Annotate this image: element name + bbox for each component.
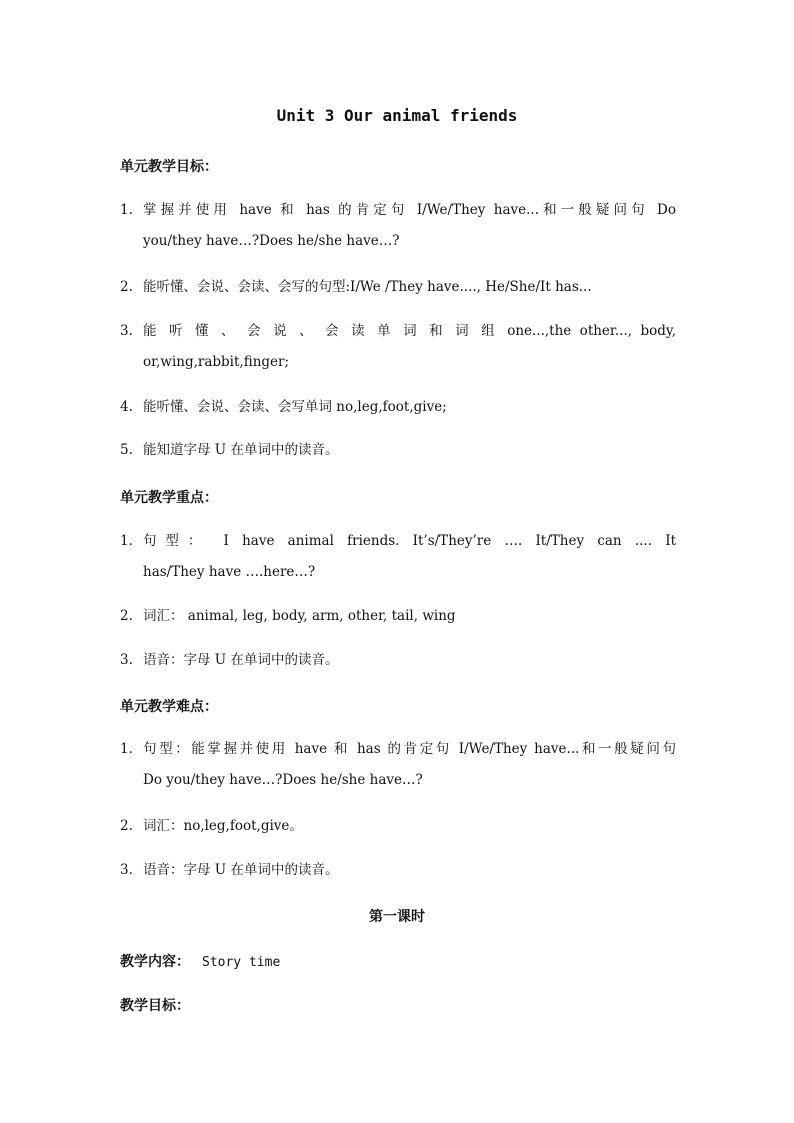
goal-item-3 [120,316,676,378]
goals-heading: 单元教学目标： [120,159,218,175]
document-title: Unit 3 Our animal friends [276,106,518,125]
teaching-objectives-label: 教学目标： [120,998,190,1014]
difficulty-item-3 [120,855,676,886]
goal-item-4-line-1: 能听懂、会说、会读、会写单词 no,leg,foot,give; [143,399,447,415]
goal-item-1-number: 1. [120,202,133,218]
goal-item-2-number: 2. [120,279,133,295]
teaching-content-value: Story time [202,955,281,970]
difficulty-item-3-number: 3. [120,862,133,878]
goal-item-1-line-1: 掌握并使用 have 和 has 的肯定句 I/We/They have...和一般疑问句 Do [143,202,676,218]
teaching-content-line [120,951,280,971]
goal-item-3-line-2: or,wing,rabbit,finger; [143,354,290,370]
keypoint-item-2 [120,601,676,632]
keypoint-item-3 [120,645,676,676]
keypoint-item-1-line-2: has/They have ….here…? [143,564,316,580]
difficulty-item-1 [120,734,676,796]
keypoint-item-3-line-1: 语音：字母 U 在单词中的读音。 [143,652,339,668]
goal-item-1 [120,195,676,257]
goal-item-2-line-1: 能听懂、会说、会读、会写的句型:I/We /They have...., He/She/It has... [143,279,592,295]
goal-item-3-number: 3. [120,323,133,339]
goal-item-1-line-2: you/they have…?Does he/she have…? [143,233,400,249]
difficulty-item-1-line-1: 句型：能掌握并使用 have 和 has 的肯定句 I/We/They have...和一般疑问句 [143,741,676,757]
goal-item-4-number: 4. [120,399,133,415]
difficulty-item-2-number: 2. [120,818,133,834]
keypoint-item-2-number: 2. [120,608,133,624]
keypoint-item-3-number: 3. [120,652,133,668]
difficulty-item-1-line-2: Do you/they have…?Does he/she have…? [143,772,423,788]
difficulty-item-2 [120,811,676,842]
difficulty-item-3-line-1: 语音：字母 U 在单词中的读音。 [143,862,339,878]
goal-item-4 [120,392,676,423]
keypoints-heading: 单元教学重点： [120,490,218,506]
teaching-objectives-line [120,995,190,1015]
difficulty-item-1-number: 1. [120,741,133,757]
keypoint-item-2-line-1: 词汇： animal, leg, body, arm, other, tail, wing [143,608,456,624]
goal-item-5-line-1: 能知道字母 U 在单词中的读音。 [143,442,339,458]
keypoint-item-1-number: 1. [120,533,133,549]
teaching-content-label: 教学内容： [120,954,190,970]
goal-item-3-line-1: 能 听 懂 、 会 说 、 会 读 单 词 和 词 组 one...,the other..., body, [143,323,676,339]
goal-item-2 [120,272,676,303]
difficulty-item-2-line-1: 词汇：no,leg,foot,give。 [143,818,303,834]
keypoint-item-1-line-1: 句型： I have animal friends. It’s/They’re …. It/They can .... It [143,533,676,549]
goal-item-5-number: 5. [120,442,133,458]
goal-item-5 [120,435,676,466]
keypoint-item-1 [120,526,676,588]
lesson-heading: 第一课时 [369,909,425,925]
difficulties-heading: 单元教学难点： [120,699,218,715]
